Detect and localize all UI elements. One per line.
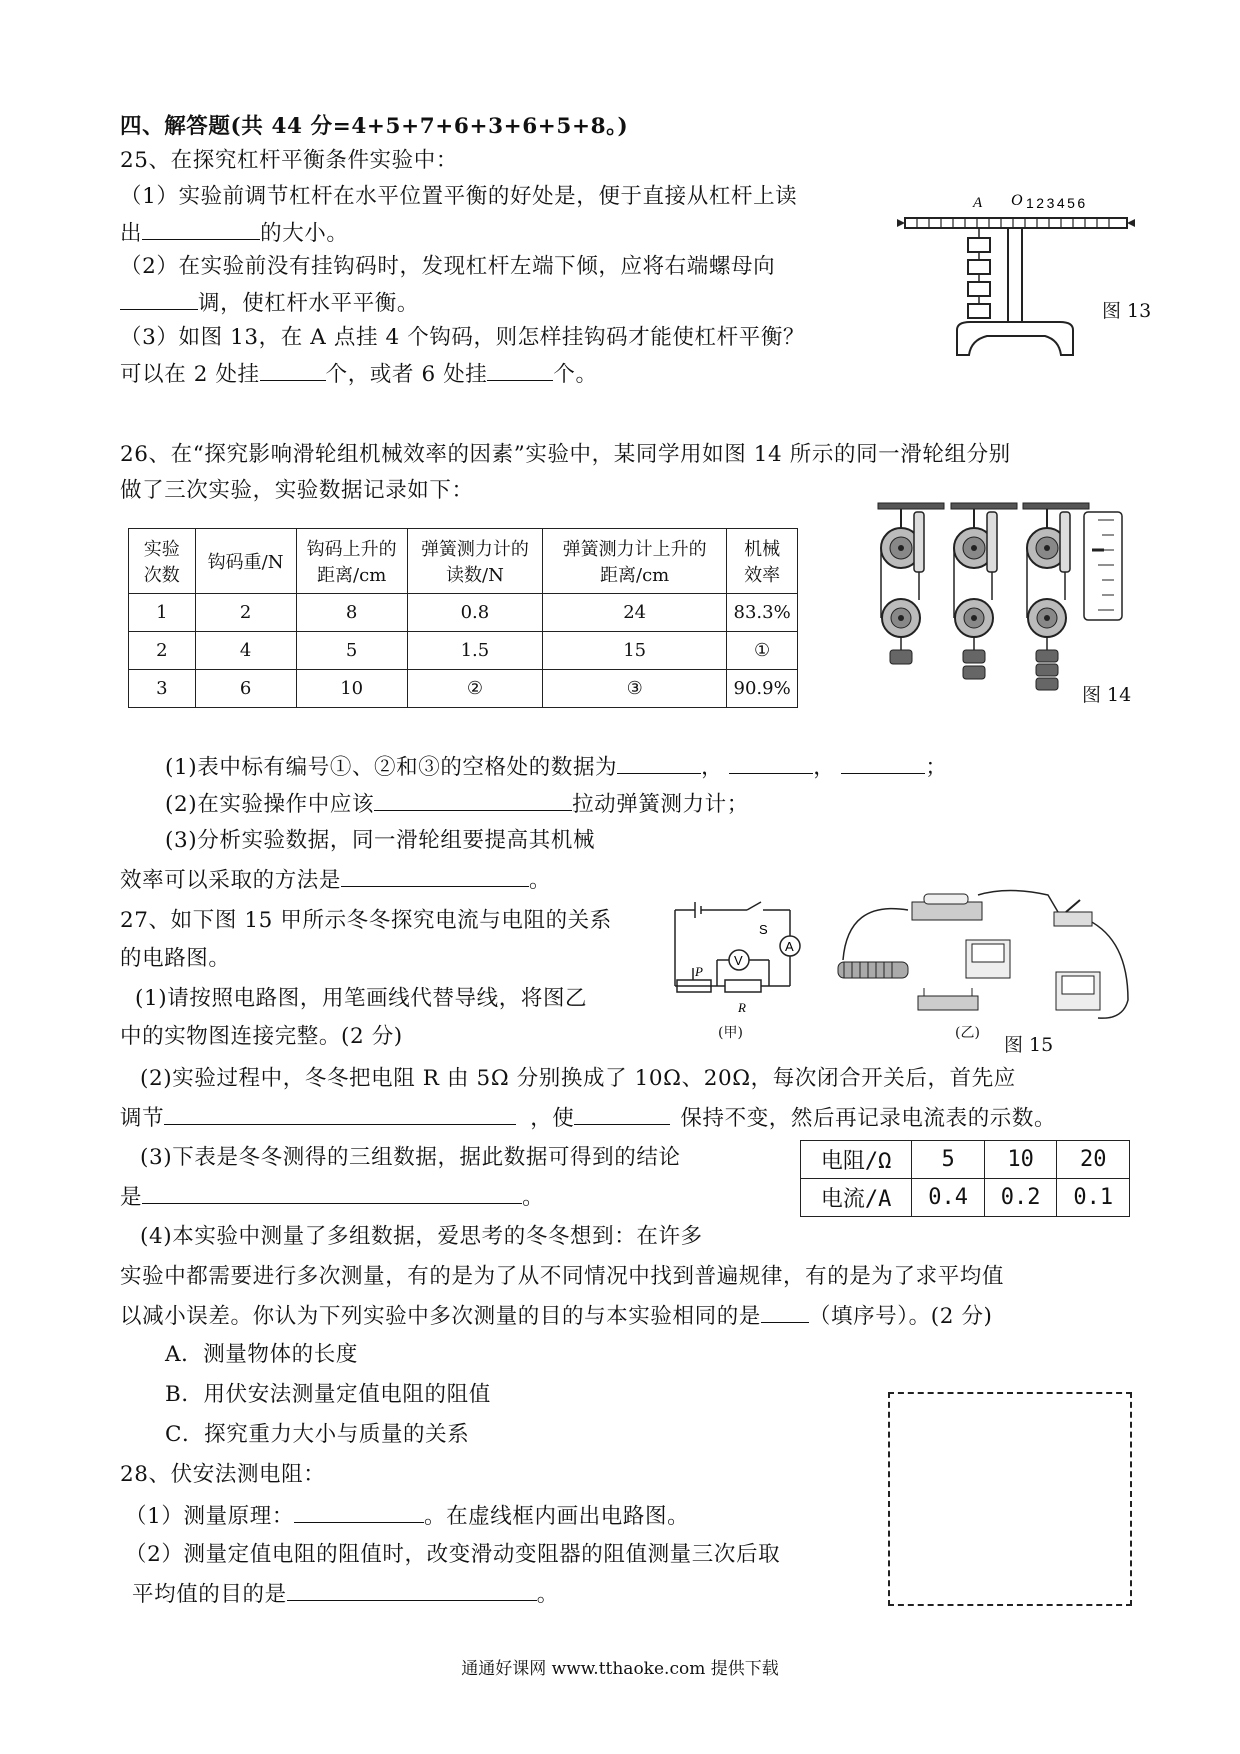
table-cell: 0.1 bbox=[1057, 1179, 1130, 1217]
section-title: 四、解答题(共 44 分=4+5+7+6+3+6+5+8。) bbox=[120, 114, 629, 139]
table-header: 钩码重/N bbox=[195, 529, 296, 594]
table-cell: 1.5 bbox=[407, 632, 542, 670]
table-header: 弹簧测力计上升的 距离/cm bbox=[543, 529, 727, 594]
answer-blank[interactable] bbox=[120, 287, 198, 310]
table-header: 实验 次数 bbox=[129, 529, 196, 594]
q27-part4-line1: (4)本实验中测量了多组数据，爱思考的冬冬想到：在许多 bbox=[140, 1224, 703, 1249]
q25-part2-line2: 调，使杠杆水平平衡。 bbox=[120, 287, 419, 319]
q27-part1-line2: 中的实物图连接完整。(2 分) bbox=[120, 1024, 403, 1049]
answer-blank[interactable] bbox=[164, 1102, 516, 1125]
table-header: 钩码上升的 距离/cm bbox=[296, 529, 407, 594]
answer-blank[interactable] bbox=[341, 864, 529, 887]
table-cell: 电阻/Ω bbox=[801, 1141, 912, 1179]
q27-option-a: A．测量物体的长度 bbox=[165, 1342, 358, 1367]
q28-part2-line2: 平均值的目的是 。 bbox=[132, 1578, 559, 1610]
table-row bbox=[129, 594, 798, 632]
table-cell: 电流/A bbox=[801, 1179, 912, 1217]
q26-stem-line1: 26、在“探究影响滑轮组机械效率的因素”实验中，某同学用如图 14 所示的同一滑轮组分别 bbox=[120, 442, 1011, 467]
q26-part3-line2: 效率可以采取的方法是 。 bbox=[120, 864, 551, 896]
q28-part1: （1）测量原理： 。在虚线框内画出电路图。 bbox=[125, 1500, 689, 1532]
answer-blank[interactable] bbox=[841, 751, 925, 774]
table-row bbox=[801, 1141, 1130, 1179]
q26-part3-line1: (3)分析实验数据，同一滑轮组要提高其机械 bbox=[165, 828, 596, 853]
q27-part1-line1: (1)请按照电路图，用笔画线代替导线，将图乙 bbox=[135, 986, 588, 1011]
q27-stem-line2: 的电路图。 bbox=[120, 946, 231, 971]
q27-part4-line3: 以减小误差。你认为下列实验中多次测量的目的与本实验相同的是 （填序号）。(2 分) bbox=[120, 1300, 993, 1332]
rheostat-p-label: P bbox=[695, 964, 703, 979]
table-cell: 0.8 bbox=[407, 594, 542, 632]
point-a-label: A bbox=[973, 195, 983, 211]
table-row bbox=[129, 670, 798, 708]
answer-blank[interactable] bbox=[142, 217, 260, 240]
footer-source: 通通好课网 www.tthaoke.com 提供下载 bbox=[461, 1659, 779, 1679]
q25-part3-line1: （3）如图 13，在 A 点挂 4 个钩码，则怎样挂钩码才能使杠杆平衡？ bbox=[120, 325, 806, 350]
answer-blank[interactable] bbox=[374, 788, 572, 811]
pulley-figure bbox=[868, 500, 1128, 705]
table-cell: ③ bbox=[543, 670, 727, 708]
figure-15-yi-label: (乙) bbox=[955, 1025, 980, 1041]
table-cell: 20 bbox=[1057, 1141, 1130, 1179]
table-cell: 1 bbox=[129, 594, 196, 632]
table-cell: 3 bbox=[129, 670, 196, 708]
figure-15-caption: 图 15 bbox=[1004, 1034, 1054, 1056]
figure-14-caption: 图 14 bbox=[1082, 684, 1132, 706]
answer-blank[interactable] bbox=[287, 1578, 537, 1601]
q27-part3-line2: 是 。 bbox=[120, 1181, 544, 1213]
table-header: 机械 效率 bbox=[727, 529, 798, 594]
table-row bbox=[801, 1179, 1130, 1217]
table-cell: ① bbox=[727, 632, 798, 670]
answer-blank[interactable] bbox=[761, 1300, 809, 1323]
table-cell: 2 bbox=[129, 632, 196, 670]
q25-part1-line1: （1）实验前调节杠杆在水平位置平衡的好处是，便于直接从杠杆上读 bbox=[120, 184, 798, 209]
table-cell: 5 bbox=[912, 1141, 985, 1179]
table-cell: 2 bbox=[195, 594, 296, 632]
answer-blank[interactable] bbox=[260, 358, 326, 381]
table-row bbox=[129, 632, 798, 670]
q27-part2-line2: 调节 ，使 保持不变，然后再记录电流表的示数。 bbox=[120, 1102, 1056, 1134]
circuit-drawing-box[interactable] bbox=[888, 1392, 1132, 1606]
figure-13-caption: 图 13 bbox=[1102, 300, 1152, 322]
physical-circuit-figure bbox=[828, 880, 1140, 1030]
q27-option-c: C．探究重力大小与质量的关系 bbox=[165, 1422, 470, 1447]
q27-stem-line1: 27、如下图 15 甲所示冬冬探究电流与电阻的关系 bbox=[120, 908, 612, 933]
table-cell: 83.3% bbox=[727, 594, 798, 632]
table-cell: 0.4 bbox=[912, 1179, 985, 1217]
q27-option-b: B．用伏安法测量定值电阻的阻值 bbox=[165, 1382, 491, 1407]
q25-part3-line2: 可以在 2 处挂 个，或者 6 处挂 个。 bbox=[120, 358, 598, 390]
table-cell: 24 bbox=[543, 594, 727, 632]
q26-part2: (2)在实验操作中应该 拉动弹簧测力计； bbox=[165, 788, 749, 820]
q26-part1: (1)表中标有编号①、②和③的空格处的数据为 ， ， ； bbox=[165, 751, 948, 783]
answer-blank[interactable] bbox=[574, 1102, 670, 1125]
voltmeter-label: V bbox=[734, 953, 743, 968]
switch-label: S bbox=[759, 922, 768, 937]
answer-blank[interactable] bbox=[617, 751, 701, 774]
table-cell: 0.2 bbox=[984, 1179, 1057, 1217]
lever-figure bbox=[895, 180, 1145, 360]
circuit-diagram bbox=[665, 900, 815, 1030]
q26-stem-line2: 做了三次实验，实验数据记录如下： bbox=[120, 478, 474, 503]
table-cell: ② bbox=[407, 670, 542, 708]
table-cell: 8 bbox=[296, 594, 407, 632]
table-cell: 10 bbox=[984, 1141, 1057, 1179]
answer-blank[interactable] bbox=[729, 751, 813, 774]
q25-part1-line2: 出 的大小。 bbox=[120, 217, 349, 249]
pivot-o-label: O bbox=[1011, 192, 1023, 209]
resistance-current-table bbox=[800, 1140, 1130, 1217]
answer-blank[interactable] bbox=[142, 1181, 522, 1204]
scale-label: 123456 bbox=[1026, 195, 1088, 211]
q27-part4-line2: 实验中都需要进行多次测量，有的是为了从不同情况中找到普遍规律，有的是为了求平均值 bbox=[120, 1264, 1005, 1289]
resistor-r-label: R bbox=[738, 1000, 746, 1015]
q25-part2-line1: （2）在实验前没有挂钩码时，发现杠杆左端下倾，应将右端螺母向 bbox=[120, 254, 776, 279]
table-cell: 15 bbox=[543, 632, 727, 670]
ammeter-label: A bbox=[785, 939, 794, 954]
table-cell: 6 bbox=[195, 670, 296, 708]
table-cell: 90.9% bbox=[727, 670, 798, 708]
q28-stem: 28、伏安法测电阻： bbox=[120, 1462, 326, 1487]
table-cell: 5 bbox=[296, 632, 407, 670]
q27-part2-line1: (2)实验过程中，冬冬把电阻 R 由 5Ω 分别换成了 10Ω、20Ω，每次闭合开关后，首先应 bbox=[140, 1066, 1016, 1091]
table-cell: 10 bbox=[296, 670, 407, 708]
q25-stem: 25、在探究杠杆平衡条件实验中： bbox=[120, 148, 458, 173]
answer-blank[interactable] bbox=[294, 1500, 424, 1523]
answer-blank[interactable] bbox=[487, 358, 553, 381]
q28-part2-line1: （2）测量定值电阻的阻值时，改变滑动变阻器的阻值测量三次后取 bbox=[125, 1542, 781, 1567]
q26-data-table bbox=[128, 528, 798, 708]
table-header: 弹簧测力计的 读数/N bbox=[407, 529, 542, 594]
figure-15-jia-label: (甲) bbox=[718, 1025, 743, 1041]
q27-part3-line1: (3)下表是冬冬测得的三组数据，据此数据可得到的结论 bbox=[140, 1145, 681, 1170]
table-cell: 4 bbox=[195, 632, 296, 670]
